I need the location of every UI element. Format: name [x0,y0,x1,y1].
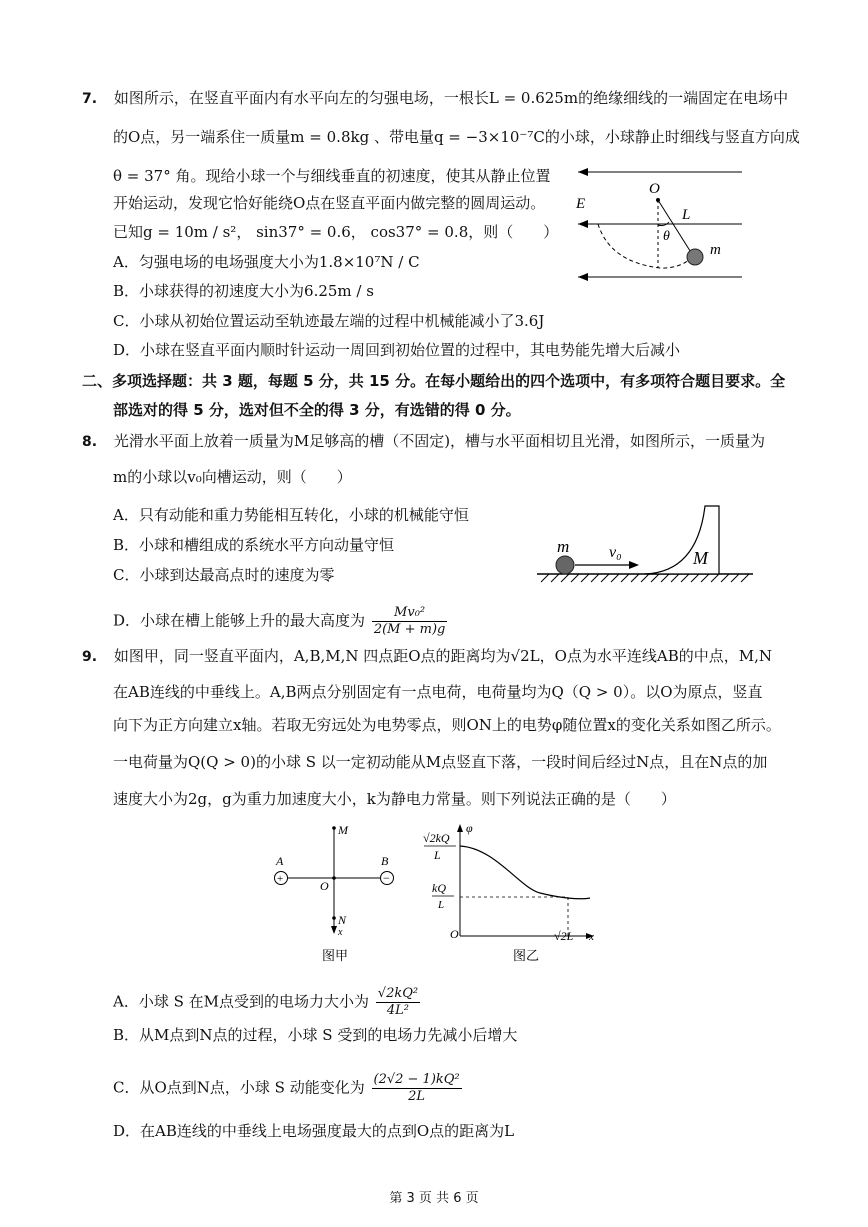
label-origin: O [450,927,459,941]
q9-line-3: 向下为正方向建立x轴。若取无穷远处为电势零点，则ON上的电势φ随位置x的变化关系如图乙所示。 [113,716,781,734]
charge-b-minus-sign: − [383,871,390,885]
label-o: O [320,879,329,893]
q7-line-5: 已知g = 10m / s²， sin37° = 0.6， cos37° = 0.8，则（ ） [113,223,559,241]
label-l: L [682,207,691,223]
label-m-small: m [557,537,570,556]
label-m-big: M [693,548,708,568]
point-n [332,916,336,920]
figure-yi-caption: 图乙 [513,948,540,963]
q7-option-b: B．小球获得的初速度大小为6.25m / s [113,282,374,300]
small-ball [556,556,574,574]
point-m [332,826,336,830]
ground-hatching [541,574,749,582]
q8-option-a: A．只有动能和重力势能相互转化，小球的机械能守恒 [113,506,469,524]
q9-line-4: 一电荷量为Q(Q > 0)的小球 S 以一定初动能从M点竖直下落，一段时间后经过N点，且在N点的加 [113,753,768,771]
arrow-head-top [578,168,588,176]
q9-option-d: D．在AB连线的中垂线上电场强度最大的点到O点的距离为L [113,1122,515,1140]
label-theta: θ [663,229,670,244]
phi-axis-arrow-head [457,824,463,832]
charged-ball [687,249,703,265]
label-n: N [338,913,347,927]
q9-a-fraction: $\frac{\text{√2kQ²}}{\text{4L²}}$ [377,986,419,1018]
q7-option-c: C．小球从初始位置运动至轨迹最左端的过程中机械能减小了3.6J [113,312,545,330]
label-a: A [276,854,284,868]
label-b: B [381,854,389,868]
arrow-head-mid [578,220,588,228]
q9-figure-yi [420,818,600,963]
circular-path-arc [598,224,694,268]
pivot-point [656,198,660,202]
q7-line-4: 开始运动，发现它恰好能绕O点在竖直平面内做完整的圆周运动。 [113,194,546,212]
velocity-arrow-head [629,561,639,569]
q8-figure [535,502,755,587]
q9-figure-jia [268,818,398,963]
arrow-head-bottom [578,273,588,281]
point-o [332,876,336,880]
charge-a-plus-sign: + [277,873,284,885]
q8-line-1: 8. 光滑水平面上放着一质量为M足够高的槽（不固定)，槽与水平面相切且光滑，如图所示，一质量为 [82,432,766,450]
q7-line-2: 的O点，另一端系住一质量m = 0.8kg 、带电量q = −3×10⁻⁷C的小球，小球静止时细线与竖直方向成 [113,128,800,146]
label-y-top-numerator: √2kQ [423,831,450,845]
q8-option-b: B．小球和槽组成的系统水平方向动量守恒 [113,536,395,554]
q7-number: 7. [82,91,98,107]
q7-line-3: θ = 37° 角。现给小球一个与细线垂直的初速度，使其从静止位置 [113,167,551,185]
q9-line-5: 速度大小为2g，g为重力加速度大小，k为静电力常量。则下列说法正确的是（ ） [113,790,676,808]
x-axis-arrow-head [331,926,337,934]
section-2-heading-line-2: 部选对的得 5 分，选对但不全的得 3 分，有选错的得 0 分。 [113,401,521,419]
q7-figure [570,160,750,285]
q8-line-2: m的小球以v₀向槽运动，则（ ） [113,468,352,486]
label-e: E [576,196,586,212]
q8-fraction: $\frac{\text{Mv₀²}}{2(M + m)g}$ [373,605,446,637]
label-o: O [649,181,660,197]
q7-option-d: D．小球在竖直平面内顺时针运动一周回到初始位置的过程中，其电势能先增大后减小 [113,341,681,359]
label-x: x [589,931,594,943]
q9-number: 9. [82,649,98,665]
label-x-tick: √2L [554,929,574,943]
q9-line-1: 9. 如图甲，同一竖直平面内，A,B,M,N 四点距O点的距离均为√2L，O点为水平连线AB的中点，M,N [82,647,773,665]
q7-option-a: A．匀强电场的电场强度大小为1.8×10⁷N / C [113,253,420,271]
q9-option-c: C．从O点到N点，小球 S 动能变化为 $\frac{\text{(2√2 − 1)kQ²}}{2L}$ [113,1072,460,1104]
q9-option-b: B．从M点到N点的过程，小球 S 受到的电场力先减小后增大 [113,1026,518,1044]
label-m: m [710,242,721,258]
label-y-mid-denominator: L [438,899,445,911]
figure-jia-caption: 图甲 [322,948,349,963]
q8-option-c: C．小球到达最高点时的速度为零 [113,566,335,584]
potential-curve [460,846,590,899]
label-y-mid-numerator: kQ [432,881,446,895]
label-v0: v₀ [609,544,622,561]
label-x: x [338,927,343,938]
section-2-heading-line-1: 二、多项选择题：共 3 题，每题 5 分，共 15 分。在每小题给出的四个选项中，有多项符合题目要求。全 [82,372,786,390]
page-footer: 第 3 页 共 6 页 [389,1191,479,1206]
q9-line-2: 在AB连线的中垂线上。A,B两点分别固定有一点电荷，电荷量均为Q（Q > 0）。以O为原点，竖直 [113,683,763,701]
label-phi: φ [466,821,473,835]
q9-option-a: A．小球 S 在M点受到的电场力大小为 $\frac{\text{√2kQ²}}{\text{4L²}}$ [113,986,419,1018]
label-m: M [338,823,348,837]
label-y-top-denominator: L [434,848,441,862]
q8-option-d: D．小球在槽上能够上升的最大高度为 $\frac{\text{Mv₀²}}{2(M + m)g}$ [113,605,446,637]
q9-c-fraction: $\frac{\text{(2√2 − 1)kQ²}}{2L}$ [373,1072,460,1104]
q8-number: 8. [82,434,98,450]
q7-line-1: 7. 如图所示，在竖直平面内有水平向左的匀强电场，一根长L = 0.625m的绝缘细线的一端固定在电场中 [82,89,789,107]
